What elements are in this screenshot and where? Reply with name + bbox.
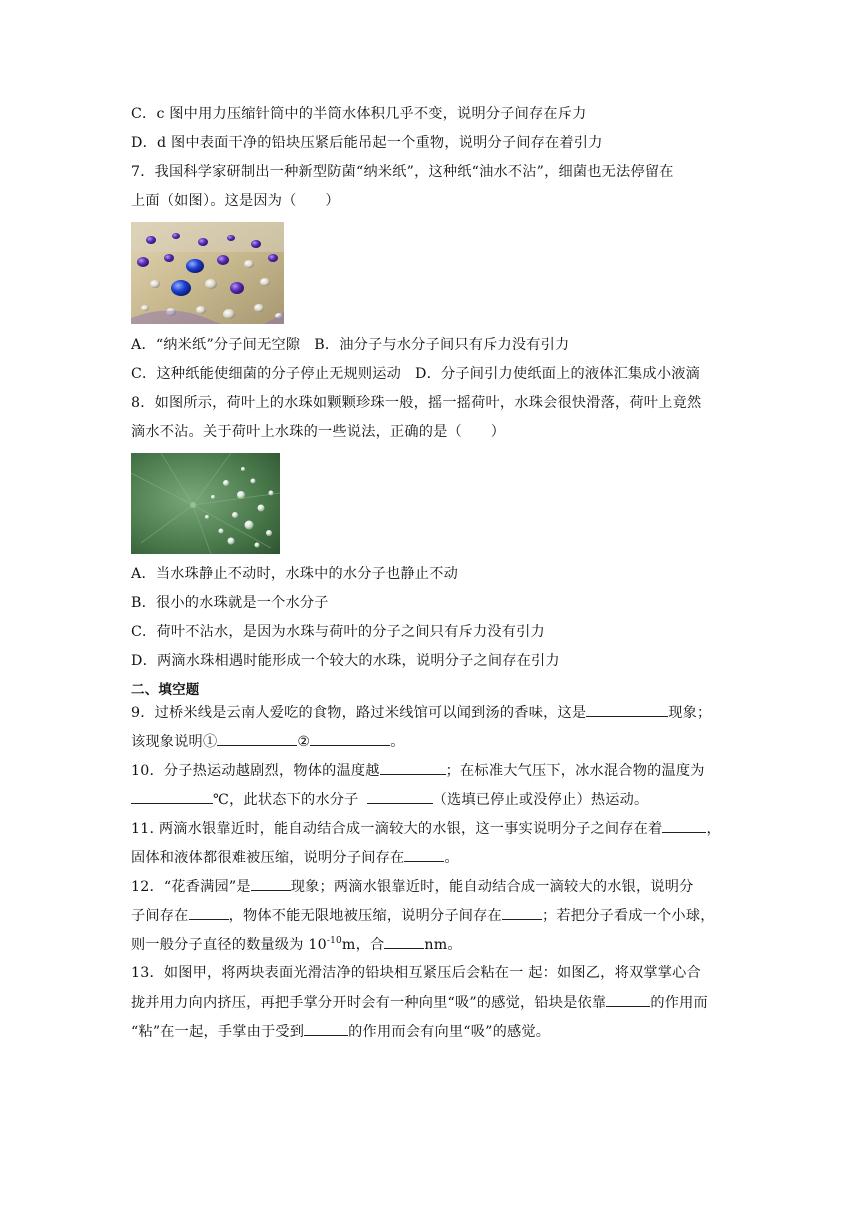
- q12-text-c: 子间存在: [131, 908, 189, 924]
- q12-text-d: ，物体不能无限地被压缩，说明分子间存在: [228, 908, 502, 924]
- q11-text-b: ，: [706, 821, 721, 837]
- q13-blank-1: [606, 992, 650, 1007]
- q10-line2: [131, 789, 648, 810]
- q12-blank-3: [502, 905, 542, 920]
- q10-blank-1: [380, 760, 446, 775]
- q10-line1: [131, 760, 705, 781]
- q9-text-a: 9．过桥米线是云南人爱吃的食物，路过米线馆可以闻到汤的香味，这是: [131, 705, 587, 721]
- q11-line1: [131, 818, 721, 839]
- q10-blank-3: [367, 789, 433, 804]
- q13-line2: [131, 992, 708, 1013]
- q6-option-c: C．c 图中用力压缩针筒中的半筒水体积几乎不变，说明分子间存在斥力: [131, 106, 587, 122]
- q7-option-d: D．分子间引力使纸面上的液体汇集成小液滴: [415, 366, 700, 382]
- lotus-leaf-image: [131, 453, 280, 554]
- q7-options-ab: [131, 335, 569, 355]
- q10-text-b: ；在标准大气压下，冰水混合物的温度为: [445, 763, 705, 779]
- q11-text-c: 固体和液体都很难被压缩，说明分子间存在: [131, 850, 405, 866]
- q11-text-a: 11. 两滴水银靠近时，能自动结合成一滴较大的水银，这一事实说明分子之间存在着: [131, 821, 663, 837]
- q12-text-h: nm。: [424, 937, 462, 953]
- q11-line2: [131, 847, 459, 868]
- q11-blank-2: [404, 847, 444, 862]
- q12-text-a: 12．“花香满园”是: [131, 879, 251, 895]
- q11-text-d: 。: [444, 850, 459, 866]
- q13-blank-2: [304, 1021, 348, 1036]
- q9-line1: [131, 702, 711, 723]
- q7-options-cd: [131, 364, 700, 384]
- q8-option-a: A．当水珠静止不动时，水珠中的水分子也静止不动: [131, 566, 458, 582]
- q13-text-c: “粘”在一起，手掌由于受到: [131, 1024, 305, 1040]
- q9-text-e: 。: [390, 734, 405, 750]
- q7-option-c: C．这种纸能使细菌的分子停止无规则运动: [131, 366, 402, 382]
- q10-text-c: ℃，此状态下的水分子: [213, 792, 359, 808]
- q12-exponent: -10: [326, 936, 342, 946]
- q9-blank-3: [310, 731, 390, 746]
- q12-blank-2: [189, 905, 229, 920]
- q7-stem-line2: 上面（如图）。这是因为（ ）: [131, 193, 340, 209]
- q13-line1: 13．如图甲，将两块表面光滑洁净的铅块相互紧压后会粘在一 起：如图乙，将双掌掌心合: [131, 965, 701, 981]
- q10-text-a: 10．分子热运动越剧烈，物体的温度越: [131, 763, 380, 779]
- q8-option-c: C．荷叶不沾水，是因为水珠与荷叶的分子之间只有斥力没有引力: [131, 624, 545, 640]
- q12-line3: [131, 934, 462, 955]
- q8-stem-line2: 滴水不沾。关于荷叶上水珠的一些说法，正确的是（ ）: [131, 424, 506, 440]
- q11-blank-1: [662, 818, 706, 833]
- q9-line2: [131, 731, 405, 752]
- q7-option-b: B．油分子与水分子间只有斥力没有引力: [314, 337, 570, 353]
- q12-line1: [131, 876, 694, 897]
- q12-blank-4: [384, 934, 424, 949]
- q12-line2: [131, 905, 715, 926]
- q8-option-d: D．两滴水珠相遇时能形成一个较大的水珠，说明分子之间存在引力: [131, 653, 560, 669]
- q12-text-f: 则一般分子直径的数量级为 10: [131, 937, 327, 953]
- nano-paper-image: [131, 222, 284, 324]
- q9-text-c: 该现象说明①: [131, 734, 218, 750]
- q12-text-b: 现象；两滴水银靠近时，能自动结合成一滴较大的水银，说明分: [290, 879, 694, 895]
- section-heading-fill-in: 二、填空题: [131, 682, 200, 698]
- q13-text-d: 的作用而会有向里“吸”的感觉。: [348, 1024, 551, 1040]
- q6-option-d: D．d 图中表面干净的铅块压紧后能吊起一个重物，说明分子间存在着引力: [131, 135, 603, 151]
- q12-text-e: ；若把分子看成一个小球，: [541, 908, 715, 924]
- q13-line3: [131, 1021, 550, 1042]
- q10-blank-2: [131, 789, 213, 804]
- q7-option-a: A．“纳米纸”分子间无空隙: [131, 337, 301, 353]
- q13-text-b: 的作用而: [650, 995, 708, 1011]
- q8-stem-line1: 8．如图所示，荷叶上的水珠如颗颗珍珠一般，摇一摇荷叶，水珠会很快滑落，荷叶上竟然: [131, 395, 702, 411]
- q13-text-a: 拢并用力向内挤压，再把手掌分开时会有一种向里“吸”的感觉，铅块是依靠: [131, 995, 607, 1011]
- q10-text-d: （选填已停止或没停止）热运动。: [432, 792, 649, 808]
- q7-stem-line1: 7．我国科学家研制出一种新型防菌“纳米纸”，这种纸“油水不沾”，细菌也无法停留在: [131, 164, 674, 180]
- q12-blank-1: [251, 876, 291, 891]
- q9-blank-1: [586, 702, 668, 717]
- q8-option-b: B．很小的水珠就是一个水分子: [131, 595, 329, 611]
- q12-text-g: m，合: [341, 937, 385, 953]
- q9-text-d: ②: [297, 734, 311, 750]
- q9-blank-2: [217, 731, 297, 746]
- q9-text-b: 现象；: [668, 705, 712, 721]
